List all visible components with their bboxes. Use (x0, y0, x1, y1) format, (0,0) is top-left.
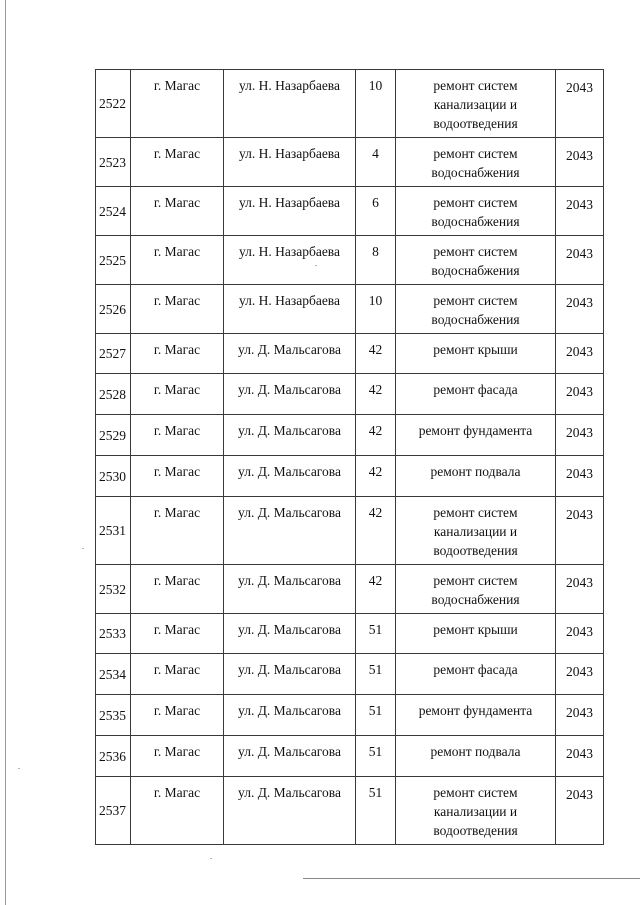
table-row (96, 456, 604, 497)
cell-year: 2043 (556, 565, 604, 614)
cell-street: ул. Д. Мальсагова (224, 695, 356, 736)
cell-year: 2043 (556, 187, 604, 236)
cell-house: 10 (356, 70, 396, 138)
cell-number: 2523 (96, 138, 131, 187)
cell-street: ул. Д. Мальсагова (224, 415, 356, 456)
table-row (96, 70, 604, 138)
cell-work-type: ремонт систем водоснабжения (396, 565, 556, 614)
cell-street: ул. Д. Мальсагова (224, 456, 356, 497)
cell-number: 2528 (96, 374, 131, 415)
cell-street: ул. Д. Мальсагова (224, 497, 356, 565)
cell-number: 2525 (96, 236, 131, 285)
cell-city: г. Магас (131, 736, 224, 777)
cell-city: г. Магас (131, 695, 224, 736)
cell-number: 2537 (96, 777, 131, 845)
cell-year: 2043 (556, 614, 604, 654)
cell-street: ул. Д. Мальсагова (224, 654, 356, 695)
cell-house: 4 (356, 138, 396, 187)
cell-street: ул. Н. Назарбаева (224, 138, 356, 187)
cell-street: ул. Д. Мальсагова (224, 736, 356, 777)
cell-year: 2043 (556, 70, 604, 138)
cell-number: 2533 (96, 614, 131, 654)
cell-house: 51 (356, 736, 396, 777)
cell-house: 42 (356, 456, 396, 497)
cell-number: 2532 (96, 565, 131, 614)
cell-street: ул. Д. Мальсагова (224, 777, 356, 845)
cell-work-type: ремонт подвала (396, 736, 556, 777)
cell-house: 42 (356, 374, 396, 415)
cell-city: г. Магас (131, 70, 224, 138)
cell-year: 2043 (556, 695, 604, 736)
cell-work-type: ремонт фасада (396, 654, 556, 695)
cell-city: г. Магас (131, 456, 224, 497)
scan-left-edge (5, 0, 6, 905)
cell-year: 2043 (556, 415, 604, 456)
cell-work-type: ремонт фундамента (396, 695, 556, 736)
cell-street: ул. Д. Мальсагова (224, 374, 356, 415)
cell-work-type: ремонт фундамента (396, 415, 556, 456)
cell-city: г. Магас (131, 415, 224, 456)
table-row (96, 374, 604, 415)
cell-year: 2043 (556, 654, 604, 695)
cell-house: 10 (356, 285, 396, 334)
cell-street: ул. Д. Мальсагова (224, 334, 356, 374)
table-row (96, 334, 604, 374)
cell-city: г. Магас (131, 334, 224, 374)
cell-work-type: ремонт крыши (396, 334, 556, 374)
cell-year: 2043 (556, 497, 604, 565)
cell-city: г. Магас (131, 614, 224, 654)
cell-street: ул. Н. Назарбаева (224, 187, 356, 236)
cell-city: г. Магас (131, 374, 224, 415)
cell-house: 51 (356, 777, 396, 845)
table-row (96, 187, 604, 236)
cell-year: 2043 (556, 456, 604, 497)
cell-number: 2535 (96, 695, 131, 736)
cell-house: 42 (356, 565, 396, 614)
table-row (96, 497, 604, 565)
cell-year: 2043 (556, 777, 604, 845)
cell-number: 2522 (96, 70, 131, 138)
cell-number: 2534 (96, 654, 131, 695)
scan-artifact (18, 768, 20, 769)
cell-street: ул. Н. Назарбаева (224, 236, 356, 285)
table-row (96, 565, 604, 614)
cell-year: 2043 (556, 374, 604, 415)
cell-house: 6 (356, 187, 396, 236)
cell-house: 42 (356, 334, 396, 374)
cell-work-type: ремонт систем водоснабжения (396, 138, 556, 187)
cell-city: г. Магас (131, 187, 224, 236)
cell-city: г. Магас (131, 138, 224, 187)
cell-city: г. Магас (131, 777, 224, 845)
cell-city: г. Магас (131, 654, 224, 695)
cell-number: 2526 (96, 285, 131, 334)
cell-year: 2043 (556, 285, 604, 334)
cell-house: 8 (356, 236, 396, 285)
table-row (96, 654, 604, 695)
table-row (96, 415, 604, 456)
cell-work-type: ремонт подвала (396, 456, 556, 497)
cell-work-type: ремонт систем водоснабжения (396, 285, 556, 334)
table-row (96, 777, 604, 845)
table-row (96, 736, 604, 777)
cell-number: 2531 (96, 497, 131, 565)
cell-year: 2043 (556, 736, 604, 777)
cell-work-type: ремонт крыши (396, 614, 556, 654)
cell-street: ул. Н. Назарбаева (224, 285, 356, 334)
scan-bottom-line (303, 878, 640, 879)
cell-number: 2524 (96, 187, 131, 236)
cell-work-type: ремонт систем водоснабжения (396, 236, 556, 285)
cell-street: ул. Д. Мальсагова (224, 614, 356, 654)
table-row (96, 138, 604, 187)
cell-work-type: ремонт фасада (396, 374, 556, 415)
cell-work-type: ремонт систем канализации и водоотведения (396, 497, 556, 565)
cell-year: 2043 (556, 334, 604, 374)
cell-year: 2043 (556, 138, 604, 187)
cell-number: 2527 (96, 334, 131, 374)
cell-city: г. Магас (131, 497, 224, 565)
cell-number: 2530 (96, 456, 131, 497)
table-body (96, 70, 604, 845)
cell-house: 51 (356, 695, 396, 736)
cell-street: ул. Н. Назарбаева (224, 70, 356, 138)
cell-number: 2529 (96, 415, 131, 456)
cell-house: 42 (356, 497, 396, 565)
cell-city: г. Магас (131, 236, 224, 285)
cell-work-type: ремонт систем водоснабжения (396, 187, 556, 236)
cell-year: 2043 (556, 236, 604, 285)
cell-work-type: ремонт систем канализации и водоотведения (396, 777, 556, 845)
cell-house: 51 (356, 614, 396, 654)
repair-schedule-table (95, 69, 604, 845)
table-row (96, 236, 604, 285)
cell-city: г. Магас (131, 285, 224, 334)
cell-work-type: ремонт систем канализации и водоотведения (396, 70, 556, 138)
table-row (96, 285, 604, 334)
scan-artifact (82, 548, 84, 549)
table-row (96, 695, 604, 736)
cell-house: 51 (356, 654, 396, 695)
cell-street: ул. Д. Мальсагова (224, 565, 356, 614)
table-row (96, 614, 604, 654)
cell-city: г. Магас (131, 565, 224, 614)
scan-artifact (210, 858, 212, 859)
cell-number: 2536 (96, 736, 131, 777)
cell-house: 42 (356, 415, 396, 456)
